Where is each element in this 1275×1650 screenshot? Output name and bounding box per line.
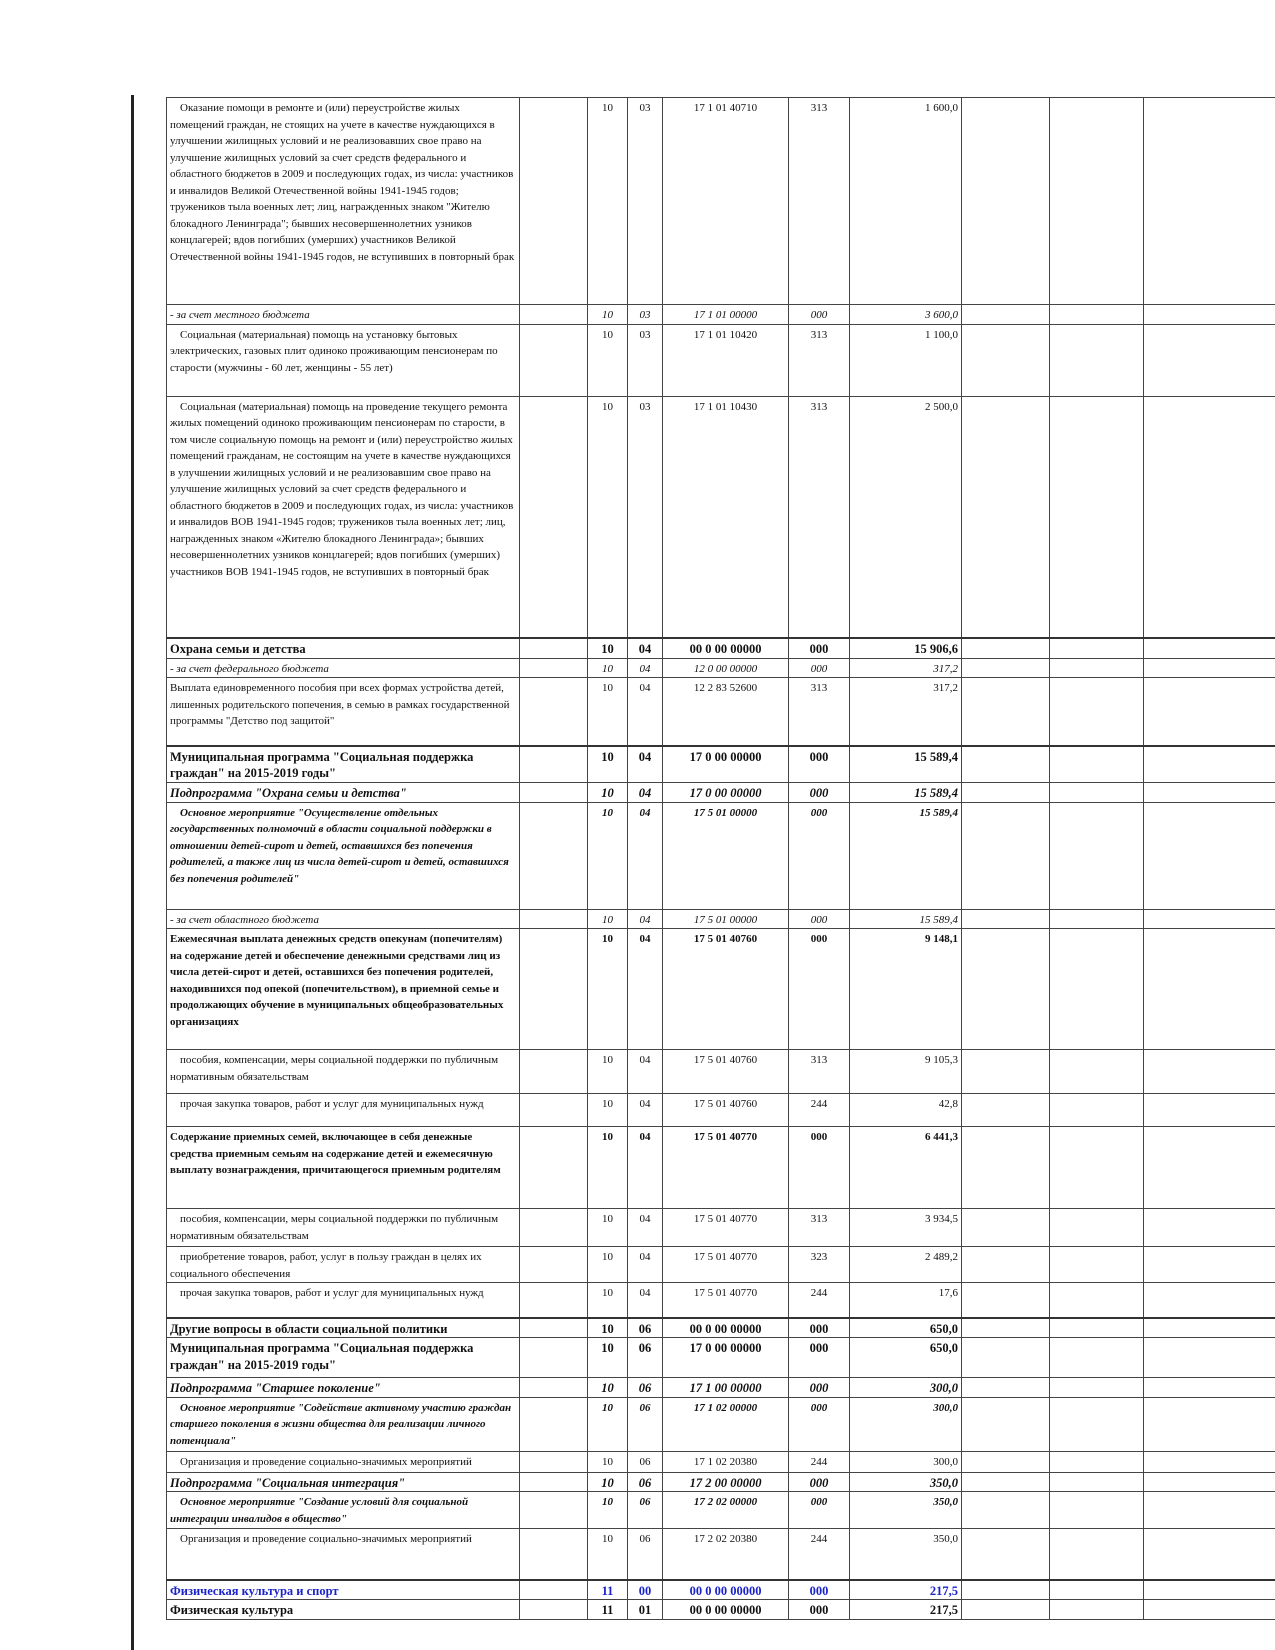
row-expense-type: 000 [789,1397,850,1451]
row-section: 11 [588,1600,628,1620]
row-target-code: 17 0 00 00000 [663,746,789,783]
row-subsection: 04 [628,658,663,678]
row-name: - за счет местного бюджета [167,305,520,325]
row-target-code: 17 5 01 40770 [663,1127,789,1209]
row-amount: 9 105,3 [850,1050,962,1094]
row-target-code: 17 5 01 40770 [663,1247,789,1283]
row-section: 10 [588,802,628,909]
left-border-bar [131,95,134,1650]
row-subsection: 04 [628,802,663,909]
row-section: 10 [588,746,628,783]
row-target-code: 00 0 00 00000 [663,1318,789,1338]
row-section: 10 [588,1209,628,1247]
table-row [167,1600,1275,1620]
table-row [167,783,1275,803]
row-section: 10 [588,1492,628,1529]
row-amount: 300,0 [850,1378,962,1398]
row-target-code: 17 5 01 40760 [663,1094,789,1127]
row-expense-type: 000 [789,1492,850,1529]
row-expense-type: 000 [789,305,850,325]
row-expense-type: 313 [789,98,850,305]
row-expense-type: 313 [789,396,850,638]
row-section: 11 [588,1580,628,1600]
row-amount: 650,0 [850,1318,962,1338]
row-expense-type: 000 [789,746,850,783]
table-row [167,1318,1275,1338]
row-amount: 317,2 [850,678,962,746]
row-section: 10 [588,1397,628,1451]
row-section: 10 [588,324,628,396]
row-expense-type: 000 [789,783,850,803]
table-row [167,658,1275,678]
row-name: прочая закупка товаров, работ и услуг для муниципальных нужд [167,1283,520,1318]
row-subsection: 04 [628,746,663,783]
row-expense-type: 244 [789,1529,850,1580]
row-amount: 217,5 [850,1600,962,1620]
row-name: Подпрограмма "Старшее поколение" [167,1378,520,1398]
row-name: приобретение товаров, работ, услуг в пользу граждан в целях их социального обеспечения [167,1247,520,1283]
row-section: 10 [588,396,628,638]
budget-table [166,97,1275,1620]
row-section: 10 [588,1451,628,1472]
row-expense-type: 244 [789,1094,850,1127]
row-subsection: 06 [628,1529,663,1580]
row-expense-type: 000 [789,1472,850,1492]
table-row [167,1050,1275,1094]
row-name: Выплата единовременного пособия при всех формах устройства детей, лишенных родительского попечения, в семью в рамках государственной программы "Детство под защитой" [167,678,520,746]
row-name: Организация и проведение социально-значимых мероприятий [167,1529,520,1580]
row-subsection: 04 [628,1094,663,1127]
row-name: - за счет федерального бюджета [167,658,520,678]
row-amount: 3 600,0 [850,305,962,325]
row-target-code: 17 5 01 40760 [663,1050,789,1094]
row-target-code: 17 0 00 00000 [663,1338,789,1378]
table-row [167,98,1275,305]
row-target-code: 17 1 02 00000 [663,1397,789,1451]
row-name: Основное мероприятие "Создание условий для социальной интеграции инвалидов в общество" [167,1492,520,1529]
row-target-code: 17 0 00 00000 [663,783,789,803]
row-section: 10 [588,98,628,305]
row-target-code: 17 5 01 00000 [663,909,789,929]
row-name: Ежемесячная выплата денежных средств опекунам (попечителям) на содержание детей и обеспечение денежными средствами лиц из числа детей-сирот и детей, оставшихся без попечения родителей, находившихся под опекой (попечительством), в приемной семье и продолжающих обучение в муниципальных общеобразовательных организациях [167,929,520,1050]
row-target-code: 17 1 01 40710 [663,98,789,305]
row-expense-type: 313 [789,1050,850,1094]
row-target-code: 00 0 00 00000 [663,638,789,658]
row-subsection: 06 [628,1378,663,1398]
row-section: 10 [588,1094,628,1127]
row-subsection: 04 [628,678,663,746]
row-expense-type: 000 [789,1378,850,1398]
row-expense-type: 000 [789,1127,850,1209]
row-name: Физическая культура и спорт [167,1580,520,1600]
row-name: Социальная (материальная) помощь на установку бытовых электрических, газовых плит одиноко проживающим пенсионерам по старости (мужчины - 60 лет, женщины - 55 лет) [167,324,520,396]
row-target-code: 12 2 83 52600 [663,678,789,746]
row-subsection: 04 [628,909,663,929]
table-row [167,1529,1275,1580]
row-section: 10 [588,1338,628,1378]
table-row [167,1472,1275,1492]
row-amount: 350,0 [850,1529,962,1580]
row-section: 10 [588,929,628,1050]
row-amount: 15 589,4 [850,783,962,803]
table-row [167,1397,1275,1451]
row-expense-type: 000 [789,1580,850,1600]
row-name: - за счет областного бюджета [167,909,520,929]
row-subsection: 06 [628,1451,663,1472]
row-amount: 15 589,4 [850,909,962,929]
row-expense-type: 313 [789,1209,850,1247]
row-target-code: 17 5 01 40760 [663,929,789,1050]
row-section: 10 [588,678,628,746]
row-name: Муниципальная программа "Социальная поддержка граждан" на 2015-2019 годы" [167,1338,520,1378]
table-row [167,1247,1275,1283]
table-row [167,1283,1275,1318]
row-subsection: 04 [628,783,663,803]
row-amount: 6 441,3 [850,1127,962,1209]
row-amount: 217,5 [850,1580,962,1600]
row-subsection: 04 [628,1050,663,1094]
row-amount: 17,6 [850,1283,962,1318]
row-subsection: 06 [628,1338,663,1378]
row-subsection: 03 [628,305,663,325]
row-expense-type: 000 [789,1600,850,1620]
row-amount: 15 906,6 [850,638,962,658]
row-target-code: 17 1 01 10430 [663,396,789,638]
row-target-code: 17 5 01 00000 [663,802,789,909]
row-subsection: 04 [628,929,663,1050]
row-target-code: 17 5 01 40770 [663,1209,789,1247]
row-section: 10 [588,783,628,803]
row-subsection: 03 [628,396,663,638]
row-section: 10 [588,1050,628,1094]
row-subsection: 03 [628,98,663,305]
row-expense-type: 313 [789,678,850,746]
row-target-code: 12 0 00 00000 [663,658,789,678]
row-target-code: 17 2 00 00000 [663,1472,789,1492]
table-row [167,1127,1275,1209]
row-expense-type: 000 [789,929,850,1050]
row-expense-type: 000 [789,638,850,658]
row-amount: 300,0 [850,1397,962,1451]
row-expense-type: 000 [789,1338,850,1378]
row-section: 10 [588,1318,628,1338]
table-row [167,1580,1275,1600]
table-row [167,1338,1275,1378]
row-section: 10 [588,1472,628,1492]
row-subsection: 01 [628,1600,663,1620]
row-amount: 15 589,4 [850,746,962,783]
table-row [167,909,1275,929]
table-row [167,1209,1275,1247]
row-amount: 350,0 [850,1492,962,1529]
row-name: Основное мероприятие "Осуществление отдельных государственных полномочий в области социальной поддержки в отношении детей-сирот и детей, оставшихся без попечения родителей, а также лиц из числа детей-сирот и детей, оставшихся без попечения родителей" [167,802,520,909]
row-target-code: 17 2 02 20380 [663,1529,789,1580]
row-amount: 350,0 [850,1472,962,1492]
row-target-code: 00 0 00 00000 [663,1580,789,1600]
row-subsection: 03 [628,324,663,396]
row-section: 10 [588,909,628,929]
row-subsection: 04 [628,1283,663,1318]
row-section: 10 [588,658,628,678]
row-name: Другие вопросы в области социальной политики [167,1318,520,1338]
row-section: 10 [588,1378,628,1398]
table-row [167,802,1275,909]
table-row [167,1451,1275,1472]
row-name: Основное мероприятие "Содействие активному участию граждан старшего поколения в жизни общества для реализации личного потенциала" [167,1397,520,1451]
row-subsection: 04 [628,1247,663,1283]
row-name: Муниципальная программа "Социальная поддержка граждан" на 2015-2019 годы" [167,746,520,783]
row-name: Охрана семьи и детства [167,638,520,658]
table-row [167,1492,1275,1529]
table-row [167,305,1275,325]
row-name: Содержание приемных семей, включающее в себя денежные средства приемным семьям на содержание детей и ежемесячную выплату вознаграждения, причитающегося приемным родителям [167,1127,520,1209]
row-target-code: 17 2 02 00000 [663,1492,789,1529]
row-name: пособия, компенсации, меры социальной поддержки по публичным нормативным обязательствам [167,1209,520,1247]
row-subsection: 06 [628,1318,663,1338]
row-section: 10 [588,1529,628,1580]
row-name: Организация и проведение социально-значимых мероприятий [167,1451,520,1472]
row-name: Подпрограмма "Социальная интеграция" [167,1472,520,1492]
row-subsection: 04 [628,1209,663,1247]
row-subsection: 00 [628,1580,663,1600]
row-section: 10 [588,305,628,325]
row-subsection: 06 [628,1472,663,1492]
table-row [167,678,1275,746]
row-expense-type: 000 [789,909,850,929]
row-section: 10 [588,1283,628,1318]
table-row [167,396,1275,638]
row-section: 10 [588,1127,628,1209]
row-name: Социальная (материальная) помощь на проведение текущего ремонта жилых помещений одиноко проживающим пенсионерам по старости, в том числе социальную помощь на ремонт и (или) переустройство жилых помещений гражданам, не состоящим на учете в качестве нуждающихся в улучшении жилищных условий и не реализовавшим свое право на улучшение жилищных условий за счет средств федерального и областного бюджетов в 2009 и последующих годах, из числа: участников и инвалидов ВОВ 1941-1945 годов; тружеников тыла военных лет; лиц, награжденных знаком «Жителю блокадного Ленинграда»; бывших несовершеннолетних узников концлагерей; вдов погибших (умерших) участников ВОВ 1941-1945 годов, не вступивших в повторный брак [167,396,520,638]
row-expense-type: 313 [789,324,850,396]
table-row [167,929,1275,1050]
row-subsection: 06 [628,1492,663,1529]
row-amount: 3 934,5 [850,1209,962,1247]
row-target-code: 17 1 02 20380 [663,1451,789,1472]
row-subsection: 06 [628,1397,663,1451]
row-amount: 15 589,4 [850,802,962,909]
row-name: прочая закупка товаров, работ и услуг для муниципальных нужд [167,1094,520,1127]
row-expense-type: 323 [789,1247,850,1283]
row-name: пособия, компенсации, меры социальной поддержки по публичным нормативным обязательствам [167,1050,520,1094]
row-amount: 300,0 [850,1451,962,1472]
row-expense-type: 244 [789,1451,850,1472]
row-section: 10 [588,1247,628,1283]
row-section: 10 [588,638,628,658]
row-expense-type: 000 [789,658,850,678]
row-target-code: 17 1 01 10420 [663,324,789,396]
row-expense-type: 244 [789,1283,850,1318]
row-amount: 650,0 [850,1338,962,1378]
row-amount: 2 489,2 [850,1247,962,1283]
row-amount: 317,2 [850,658,962,678]
row-expense-type: 000 [789,1318,850,1338]
row-name: Физическая культура [167,1600,520,1620]
row-name: Подпрограмма "Охрана семьи и детства" [167,783,520,803]
row-subsection: 04 [628,638,663,658]
row-target-code: 17 1 01 00000 [663,305,789,325]
row-amount: 1 100,0 [850,324,962,396]
row-name: Оказание помощи в ремонте и (или) переустройстве жилых помещений граждан, не стоящих на учете в качестве нуждающихся в улучшении жилищных условий и не реализовавших свое право на улучшение жилищных условий за счет средств федерального и областного бюджетов в 2009 и последующих годах, из числа: участников и инвалидов Великой Отечественной войны 1941-1945 годов; тружеников тыла военных лет; лиц, награжденных знаком "Жителю блокадного Ленинграда"; бывших несовершеннолетних узников концлагерей; вдов погибших (умерших) участников Великой Отечественной войны 1941-1945 годов, не вступивших в повторный брак [167,98,520,305]
table-row [167,1378,1275,1398]
row-amount: 1 600,0 [850,98,962,305]
table-row [167,1094,1275,1127]
row-expense-type: 000 [789,802,850,909]
row-target-code: 00 0 00 00000 [663,1600,789,1620]
table-row [167,638,1275,658]
row-amount: 2 500,0 [850,396,962,638]
row-target-code: 17 1 00 00000 [663,1378,789,1398]
row-target-code: 17 5 01 40770 [663,1283,789,1318]
row-subsection: 04 [628,1127,663,1209]
table-row [167,746,1275,783]
table-row [167,324,1275,396]
row-amount: 42,8 [850,1094,962,1127]
row-amount: 9 148,1 [850,929,962,1050]
